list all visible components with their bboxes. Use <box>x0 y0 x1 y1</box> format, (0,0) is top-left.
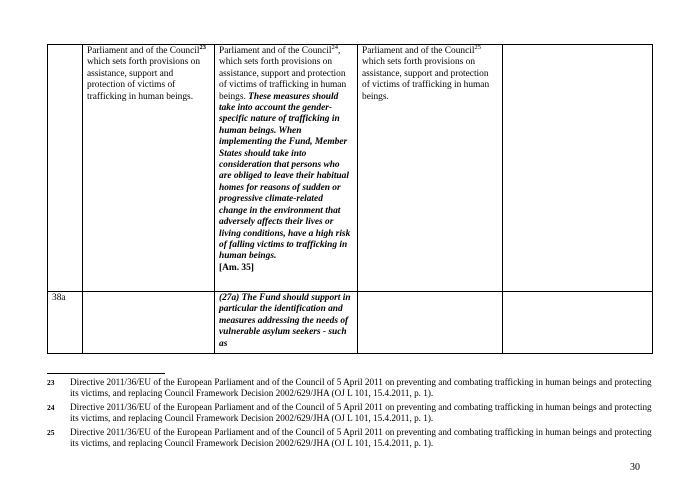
empty-cell <box>358 292 503 354</box>
commission-text-cell <box>83 45 215 292</box>
empty-cell <box>503 292 653 354</box>
footnote-ref: 23 <box>199 44 206 51</box>
footnote-ref: 24 <box>331 44 338 51</box>
empty-cell <box>503 45 653 292</box>
footnote-number: 25 <box>47 427 55 437</box>
amendment-text: These measures should take into account the gender-specific nature of trafficking in human beings. When implementing the Fund, Member States should take into consideration that persons who are obliged to leave their habitual homes for reasons of sudden or progressive climate-related change in the environment that adversely affects their lives or living conditions, have a high risk of falling victims to trafficking in human beings. <box>219 91 351 262</box>
footnote <box>47 427 657 450</box>
cell-text: which sets forth provisions on assistance, support and protection of victims of trafficking in human beings. <box>362 57 490 102</box>
cell-text: , which sets forth provisions on assistance, support and protection of victims of trafficking in human beings. <box>219 46 347 102</box>
footnote-number: 24 <box>47 402 55 412</box>
amendment-text-cell <box>215 292 358 354</box>
footnote <box>47 377 657 400</box>
table-row <box>48 45 653 292</box>
cell-text: Parliament and of the Council <box>362 46 475 56</box>
cell-text: Parliament and of the Council <box>219 46 332 56</box>
footnote-text: Directive 2011/36/EU of the European Parliament and of the Council of 5 April 2011 on preventing and combating trafficking in human beings and protecting its victims, and replacing Council Framework Decision 2002/629/JHA (OJ L 101, 15.4.2011, p. 1). <box>70 377 652 399</box>
cell-text: Parliament and of the Council <box>87 46 200 56</box>
amendment-text: (27a) The Fund should support in particular the identification and measures addressing the needs of vulnerable asylum seekers - such as <box>219 293 351 349</box>
council-text-cell <box>358 45 503 292</box>
comparison-table <box>47 44 653 354</box>
footnote-number: 23 <box>47 378 55 387</box>
row-number <box>48 45 83 292</box>
amendment-text-cell <box>215 45 358 292</box>
page-number: 30 <box>630 462 640 473</box>
footnote-text: Directive 2011/36/EU of the European Parliament and of the Council of 5 April 2011 on preventing and combating trafficking in human beings and protecting its victims, and replacing Council Framework Decision 2002/629/JHA (OJ L 101, 15.4.2011, p. 1). <box>70 426 652 449</box>
footnote <box>47 402 657 425</box>
cell-text: which sets forth provisions on assistance, support and protection of victims of trafficking in human beings. <box>87 57 201 102</box>
row-number: 38a <box>48 292 83 354</box>
footnote-separator <box>47 373 165 374</box>
empty-cell <box>83 292 215 354</box>
table-row <box>48 292 653 354</box>
amendment-reference: [Am. 35] <box>219 262 254 273</box>
footnote-ref: 25 <box>474 44 481 51</box>
footnotes <box>47 377 657 451</box>
footnote-text: Directive 2011/36/EU of the European Parliament and of the Council of 5 April 2011 on preventing and combating trafficking in human beings and protecting its victims, and replacing Council Framework Decision 2002/629/JHA (OJ L 101, 15.4.2011, p. 1). <box>70 401 652 424</box>
